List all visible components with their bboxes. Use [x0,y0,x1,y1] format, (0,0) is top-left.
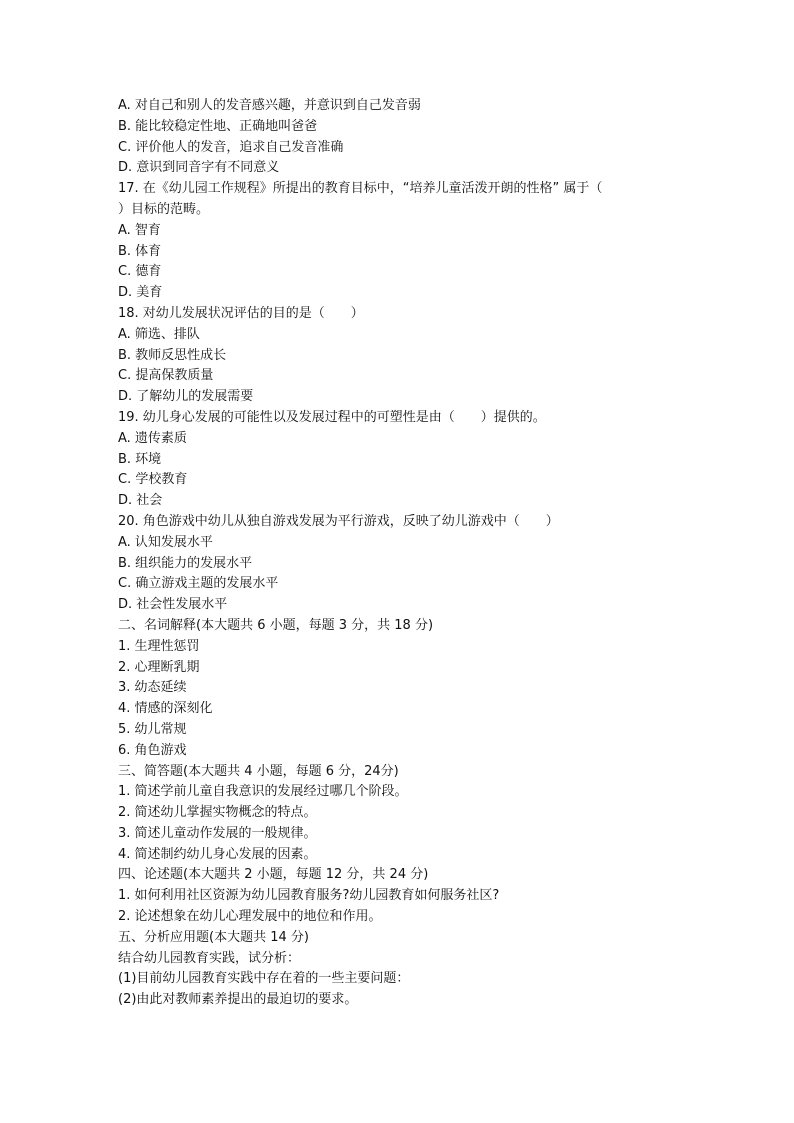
option-19a: A. 遗传素质 [118,430,187,446]
term-3: 3. 幼态延续 [118,680,187,696]
short-answer-3: 3. 简述儿童动作发展的一般规律。 [118,825,317,841]
analysis-item-2: (2)由此对教师素养提出的最迫切的要求。 [118,992,358,1008]
option-18a: A. 筛选、排队 [118,326,200,342]
option-17a: A. 智育 [118,222,161,238]
question-19: 19. 幼儿身心发展的可能性以及发展过程中的可塑性是由（ ）提供的。 [118,409,546,425]
question-18: 18. 对幼儿发展状况评估的目的是（ ） [118,305,364,321]
term-2: 2. 心理断乳期 [118,659,200,675]
question-17-continued: ）目标的范畴。 [118,201,210,217]
option-16d: D. 意识到同音字有不同意义 [118,160,280,176]
term-5: 5. 幼儿常规 [118,721,187,737]
option-17b: B. 体育 [118,243,162,259]
section-heading-analysis: 五、分析应用题(本大题共 14 分) [118,929,309,945]
question-17: 17. 在《幼儿园工作规程》所提出的教育目标中，“培养儿童活泼开朗的性格” 属于（ [118,181,603,197]
option-18c: C. 提高保教质量 [118,368,214,384]
term-6: 6. 角色游戏 [118,742,187,758]
option-17d: D. 美育 [118,285,163,301]
option-20d: D. 社会性发展水平 [118,597,228,613]
short-answer-4: 4. 简述制约幼儿身心发展的因素。 [118,846,317,862]
option-16a: A. 对自己和别人的发音感兴趣，并意识到自己发音弱 [118,98,421,113]
term-1: 1. 生理性惩罚 [118,638,200,654]
document-page [118,96,678,1011]
option-16b: B. 能比较稳定性地、正确地叫爸爸 [118,118,318,134]
section-heading-terms: 二、名词解释(本大题共 6 小题，每题 3 分，共 18 分) [118,617,434,633]
option-19d: D. 社会 [118,493,163,509]
essay-2: 2. 论述想象在幼儿心理发展中的地位和作用。 [118,909,382,925]
short-answer-1: 1. 简述学前儿童自我意识的发展经过哪几个阶段。 [118,784,408,800]
analysis-prompt: 结合幼儿园教育实践，试分析： [118,950,301,966]
analysis-item-1: (1)目前幼儿园教育实践中存在着的一些主要问题： [118,971,410,987]
option-19c: C. 学校教育 [118,472,188,488]
option-20b: B. 组织能力的发展水平 [118,555,253,571]
essay-1: 1. 如何利用社区资源为幼儿园教育服务?幼儿园教育如何服务社区? [118,888,500,904]
question-20: 20. 角色游戏中幼儿从独自游戏发展为平行游戏，反映了幼儿游戏中（ ） [118,513,559,529]
section-heading-short-answer: 三、简答题(本大题共 4 小题，每题 6 分，24分) [118,763,399,779]
option-16c: C. 评价他人的发音，追求自己发音准确 [118,139,344,155]
short-answer-2: 2. 简述幼儿掌握实物概念的特点。 [118,805,317,821]
option-19b: B. 环境 [118,451,162,467]
option-17c: C. 德育 [118,264,162,280]
option-20a: A. 认知发展水平 [118,534,213,550]
term-4: 4. 情感的深刻化 [118,701,213,717]
option-20c: C. 确立游戏主题的发展水平 [118,576,279,592]
option-18d: D. 了解幼儿的发展需要 [118,389,254,405]
section-heading-essay: 四、论述题(本大题共 2 小题，每题 12 分，共 24 分) [118,867,429,883]
option-18b: B. 教师反思性成长 [118,347,227,363]
